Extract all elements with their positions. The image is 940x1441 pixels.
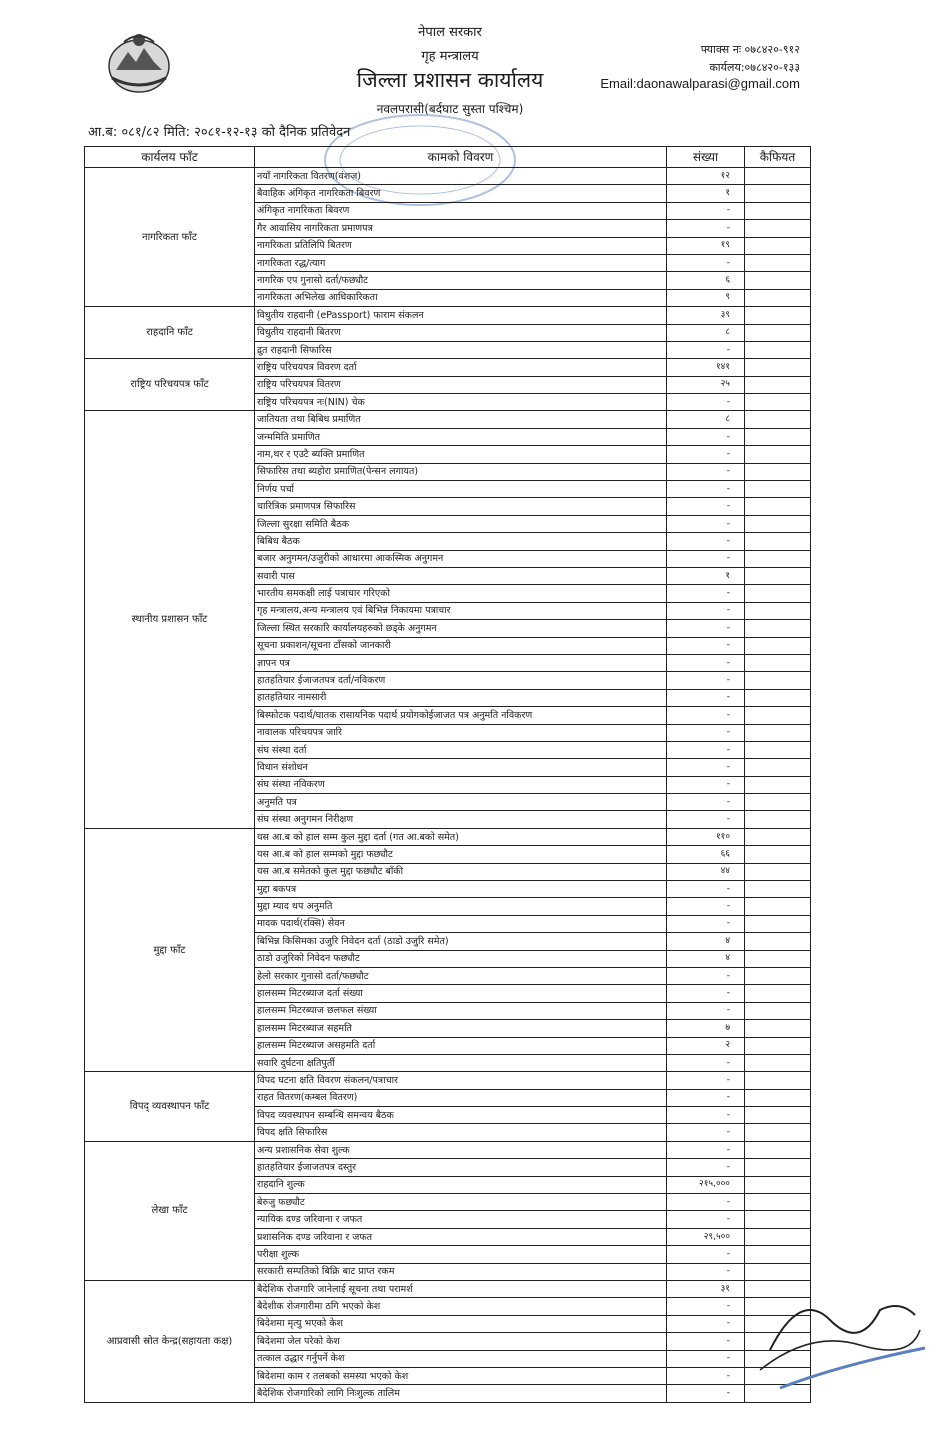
table-row — [85, 168, 811, 185]
work-count: - — [667, 602, 745, 619]
remarks-cell — [745, 1072, 811, 1089]
remarks-cell — [745, 1246, 811, 1263]
work-count: १ — [667, 185, 745, 202]
work-description: सूचना प्रकाशन/सूचना टाँसको जानकारी — [255, 637, 667, 654]
remarks-cell — [745, 567, 811, 584]
work-count: - — [667, 776, 745, 793]
work-description: सिफारिस तथा ब्यहोरा प्रमाणित(पेन्सन लगायत) — [255, 463, 667, 480]
work-count: ३९ — [667, 307, 745, 324]
work-count: - — [667, 967, 745, 984]
work-description: विपद क्षति सिफारिस — [255, 1124, 667, 1141]
office-phone: कार्यलय:०७८४२०-१३३ — [709, 61, 800, 74]
remarks-cell — [745, 376, 811, 393]
work-description: बैदेशिक रोजगारिको लागि निःशुल्क तालिम — [255, 1385, 667, 1402]
signature-icon — [740, 1270, 930, 1400]
work-description: मादक पदार्थ(रक्सि) सेवन — [255, 915, 667, 932]
work-description: राहदानि शुल्क — [255, 1176, 667, 1193]
work-count: - — [667, 794, 745, 811]
report-title: आ.ब: ०८१/८२ मिति: २०८१-१२-१३ को दैनिक प्रतिवेदन — [88, 125, 351, 140]
remarks-cell — [745, 1107, 811, 1124]
remarks-cell — [745, 1194, 811, 1211]
remarks-cell — [745, 289, 811, 306]
work-description: गृह मन्त्रालय,अन्य मन्त्रालय एवं बिभिन्न निकायमा पत्राचार — [255, 602, 667, 619]
remarks-cell — [745, 411, 811, 428]
col-count-header: संख्या — [667, 147, 745, 168]
work-description: हातहतियार नामसारी — [255, 689, 667, 706]
remarks-cell — [745, 602, 811, 619]
work-count: - — [667, 1107, 745, 1124]
remarks-cell — [745, 759, 811, 776]
section-name: विपद् व्यवस्थापन फाँट — [85, 1072, 255, 1142]
work-description: संघ संस्था दर्ता — [255, 741, 667, 758]
work-count: ४ — [667, 933, 745, 950]
work-count: - — [667, 985, 745, 1002]
work-count: - — [667, 1159, 745, 1176]
remarks-cell — [745, 446, 811, 463]
work-count: - — [667, 1054, 745, 1071]
remarks-cell — [745, 863, 811, 880]
work-count: - — [667, 1246, 745, 1263]
work-description: प्रशासनिक दण्ड जरिवाना र जफत — [255, 1228, 667, 1245]
remarks-cell — [745, 1228, 811, 1245]
work-count: - — [667, 498, 745, 515]
remarks-cell — [745, 359, 811, 376]
work-description: सवारी पास — [255, 567, 667, 584]
work-description: नागरिक एप गुनासो दर्ता/फछ्यौट — [255, 272, 667, 289]
work-description: सरकारी सम्पतिको बिक्रि बाट प्राप्त रकम — [255, 1263, 667, 1280]
work-description: राष्ट्रिय परिचयपत्र नः(NIN) चेक — [255, 394, 667, 411]
work-count: - — [667, 202, 745, 219]
remarks-cell — [745, 428, 811, 445]
remarks-cell — [745, 324, 811, 341]
remarks-cell — [745, 898, 811, 915]
remarks-cell — [745, 846, 811, 863]
work-count: १२ — [667, 168, 745, 185]
work-count: - — [667, 1385, 745, 1402]
work-description: बैदेशीक रोजगारीमा ठगि भएको केश — [255, 1298, 667, 1315]
table-row — [85, 307, 811, 324]
remarks-cell — [745, 1089, 811, 1106]
remarks-cell — [745, 828, 811, 845]
section-name: मुद्दा फाँट — [85, 828, 255, 1071]
work-count: - — [667, 515, 745, 532]
work-count: - — [667, 220, 745, 237]
work-description: गैर आवासिय नागरिकता प्रमाणपत्र — [255, 220, 667, 237]
work-count: ७ — [667, 1020, 745, 1037]
work-description: जिल्ला स्थित सरकारि कार्यालयहरुको छड्के अनुगमन — [255, 620, 667, 637]
work-count: - — [667, 1124, 745, 1141]
remarks-cell — [745, 1020, 811, 1037]
remarks-cell — [745, 915, 811, 932]
ministry-name: गृह मन्त्रालय — [421, 49, 479, 64]
work-count: १९ — [667, 237, 745, 254]
work-description: बिदेशमा जेल परेको केश — [255, 1333, 667, 1350]
work-description: अंगिकृत नागरिकता बिवरण — [255, 202, 667, 219]
work-count: - — [667, 1333, 745, 1350]
work-description: बैदेशिक रोजगारि जानेलाई सूचना तथा परामर्श — [255, 1281, 667, 1298]
work-description: बिभिन्न किसिमका उजुरि निवेदन दर्ता (ठाडो उजुरि समेत) — [255, 933, 667, 950]
work-count: - — [667, 1350, 745, 1367]
remarks-cell — [745, 985, 811, 1002]
table-row — [85, 828, 811, 845]
remarks-cell — [745, 394, 811, 411]
remarks-cell — [745, 1176, 811, 1193]
work-count: - — [667, 1211, 745, 1228]
work-description: राष्ट्रिय परिचयपत्र वितरण — [255, 376, 667, 393]
remarks-cell — [745, 585, 811, 602]
work-count: - — [667, 759, 745, 776]
work-description: यस आ.ब को हाल सम्मको मुद्दा फछ्यौट — [255, 846, 667, 863]
col-section-header: कार्यलय फाँट — [85, 147, 255, 168]
work-description: विपद व्यवस्थापन सम्बन्धि समन्वय बैठक — [255, 1107, 667, 1124]
remarks-cell — [745, 637, 811, 654]
work-description: नागरिकता अभिलेख आधिकारिकता — [255, 289, 667, 306]
work-description: विधान संशोधन — [255, 759, 667, 776]
work-count: - — [667, 1089, 745, 1106]
work-count: - — [667, 811, 745, 828]
work-description: यस आ.ब समेतको कुल मुद्दा फछ्यौट बाँकी — [255, 863, 667, 880]
table-row — [85, 1281, 811, 1298]
work-count: - — [667, 446, 745, 463]
work-count: - — [667, 654, 745, 671]
remarks-cell — [745, 1054, 811, 1071]
remarks-cell — [745, 672, 811, 689]
work-count: ३१ — [667, 1281, 745, 1298]
work-description: राष्ट्रिय परिचयपत्र विवरण दर्ता — [255, 359, 667, 376]
col-work-header: कामको विवरण — [255, 147, 667, 168]
remarks-cell — [745, 707, 811, 724]
remarks-cell — [745, 463, 811, 480]
work-count: ६६ — [667, 846, 745, 863]
work-description: नाम,थर र एउटै ब्यक्ति प्रमाणित — [255, 446, 667, 463]
work-count: - — [667, 724, 745, 741]
work-description: न्यायिक दण्ड जरिवाना र जफत — [255, 1211, 667, 1228]
remarks-cell — [745, 794, 811, 811]
section-name: स्थानीय प्रशासन फाँट — [85, 411, 255, 828]
work-description: बिस्फोटक पदार्थ/घातक रासायनिक पदार्थ प्रयोगकोईजाजत पत्र अनुमति नविकरण — [255, 707, 667, 724]
remarks-cell — [745, 741, 811, 758]
remarks-cell — [745, 950, 811, 967]
work-count: - — [667, 394, 745, 411]
work-count: - — [667, 1263, 745, 1280]
work-count: - — [667, 898, 745, 915]
col-remarks-header: कैफियत — [745, 147, 811, 168]
work-description: जिल्ला सुरक्षा समिति बैठक — [255, 515, 667, 532]
work-description: हेलो सरकार गुनासो दर्ता/फछ्यौट — [255, 967, 667, 984]
work-count: - — [667, 1072, 745, 1089]
work-description: नावालक परिचयपत्र जारि — [255, 724, 667, 741]
work-count: - — [667, 741, 745, 758]
work-description: जन्ममिति प्रमाणित — [255, 428, 667, 445]
remarks-cell — [745, 1124, 811, 1141]
work-count: ९ — [667, 289, 745, 306]
work-count: - — [667, 1002, 745, 1019]
remarks-cell — [745, 881, 811, 898]
work-count: ४४ — [667, 863, 745, 880]
office-name: जिल्ला प्रशासन कार्यालय — [356, 68, 544, 92]
work-description: नागरिकता प्रतिलिपि बितरण — [255, 237, 667, 254]
table-row — [85, 359, 811, 376]
work-count: - — [667, 428, 745, 445]
work-description: हालसम्म मिटरब्याज असहमति दर्ता — [255, 1037, 667, 1054]
work-description: चारित्रिक प्रमाणपत्र सिफारिस — [255, 498, 667, 515]
work-description: मुद्दा म्याद थप अनुमति — [255, 898, 667, 915]
work-count: - — [667, 585, 745, 602]
work-count: - — [667, 1298, 745, 1315]
remarks-cell — [745, 307, 811, 324]
work-count: - — [667, 689, 745, 706]
work-description: हालसम्म मिटरब्याज छलफल संख्या — [255, 1002, 667, 1019]
work-description: तत्काल उद्धार गर्नुपर्ने केश — [255, 1350, 667, 1367]
table-row — [85, 411, 811, 428]
remarks-cell — [745, 967, 811, 984]
table-row — [85, 1141, 811, 1158]
remarks-cell — [745, 533, 811, 550]
work-description: विधुतीय राहदानी बितरण — [255, 324, 667, 341]
table-row — [85, 1072, 811, 1089]
remarks-cell — [745, 1211, 811, 1228]
work-count: ८ — [667, 411, 745, 428]
section-name: लेखा फाँट — [85, 1141, 255, 1280]
work-description: सवारि दुर्घटना क्षतिपुर्ती — [255, 1054, 667, 1071]
work-count: - — [667, 550, 745, 567]
remarks-cell — [745, 933, 811, 950]
work-description: बिदेशमा मृत्यु भएको केश — [255, 1315, 667, 1332]
work-count: - — [667, 463, 745, 480]
section-name: राष्ट्रिय परिचयपत्र फाँट — [85, 359, 255, 411]
work-count: ११० — [667, 828, 745, 845]
work-count: २५ — [667, 376, 745, 393]
work-description: विधुतीय राहदानी (ePassport) फाराम संकलन — [255, 307, 667, 324]
section-name: आप्रवासी स्रोत केन्द्र(सहायता कक्ष) — [85, 1281, 255, 1403]
fax-number: फ्याक्स नः ०७८४२०-९१२ — [700, 43, 800, 56]
work-description: बजार अनुगमन/उजुरीको आधारमा आकस्मिक अनुगमन — [255, 550, 667, 567]
work-description: राहत वितरण(कम्बल वितरण) — [255, 1089, 667, 1106]
work-count: २९,५०० — [667, 1228, 745, 1245]
work-description: नयाँ नागरिकता वितरण(वंशज) — [255, 168, 667, 185]
work-count: - — [667, 707, 745, 724]
work-count: - — [667, 637, 745, 654]
remarks-cell — [745, 776, 811, 793]
work-count: ४ — [667, 950, 745, 967]
remarks-cell — [745, 550, 811, 567]
work-count: ८ — [667, 324, 745, 341]
table-header-row — [85, 147, 811, 168]
work-count: - — [667, 1141, 745, 1158]
remarks-cell — [745, 1159, 811, 1176]
remarks-cell — [745, 515, 811, 532]
work-count: - — [667, 672, 745, 689]
work-description: बिबिध बैठक — [255, 533, 667, 550]
remarks-cell — [745, 498, 811, 515]
work-description: हालसम्म मिटरब्याज दर्ता संख्या — [255, 985, 667, 1002]
remarks-cell — [745, 341, 811, 358]
remarks-cell — [745, 811, 811, 828]
work-count: - — [667, 1367, 745, 1384]
work-description: परीक्षा शुल्क — [255, 1246, 667, 1263]
work-description: जातियता तथा बिबिध प्रमाणित — [255, 411, 667, 428]
district-name: नवलपरासी(बर्दघाट सुस्ता पश्चिम) — [376, 102, 524, 116]
work-count: - — [667, 1315, 745, 1332]
remarks-cell — [745, 254, 811, 271]
work-description: हातहतियार ईजाजतपत्र दस्तुर — [255, 1159, 667, 1176]
work-count: - — [667, 620, 745, 637]
work-description: निर्णय पर्चा — [255, 481, 667, 498]
work-description: ठाडो उजुरिको निवेदन फछ्यौट — [255, 950, 667, 967]
work-description: बेरुजु फछ्यौट — [255, 1194, 667, 1211]
remarks-cell — [745, 1002, 811, 1019]
remarks-cell — [745, 620, 811, 637]
daily-report-table — [84, 146, 811, 1403]
remarks-cell — [745, 272, 811, 289]
work-count: - — [667, 254, 745, 271]
work-description: संघ संस्था अनुगमन निरीक्षण — [255, 811, 667, 828]
work-count: १ — [667, 567, 745, 584]
work-description: अनुमति पत्र — [255, 794, 667, 811]
work-description: संघ संस्था नविकरण — [255, 776, 667, 793]
work-count: १४१ — [667, 359, 745, 376]
section-name: राहदानि फाँट — [85, 307, 255, 359]
work-count: २ — [667, 1037, 745, 1054]
work-description: नागरिकता रद्ध/त्याग — [255, 254, 667, 271]
work-description: बैवाहिक अंगिकृत नागरिकता बिवरण — [255, 185, 667, 202]
remarks-cell — [745, 185, 811, 202]
work-count: - — [667, 481, 745, 498]
work-description: मुद्दा बकपत्र — [255, 881, 667, 898]
work-description: बिदेशमा काम र तलबको समस्या भएको केश — [255, 1367, 667, 1384]
work-description: अन्य प्रशासनिक सेवा शुल्क — [255, 1141, 667, 1158]
work-description: विपद घटना क्षति विवरण संकलन/पत्राचार — [255, 1072, 667, 1089]
government-name: नेपाल सरकार — [418, 25, 482, 40]
section-name: नागरिकता फाँट — [85, 168, 255, 307]
work-description: भारतीय समकक्षी लाई पत्राचार गरिएको — [255, 585, 667, 602]
remarks-cell — [745, 724, 811, 741]
remarks-cell — [745, 237, 811, 254]
work-count: - — [667, 533, 745, 550]
work-count: ६ — [667, 272, 745, 289]
work-count: - — [667, 341, 745, 358]
remarks-cell — [745, 220, 811, 237]
email-address: Email:daonawalparasi@gmail.com — [600, 76, 800, 91]
work-description: यस आ.ब को हाल सम्म कुल मुद्दा दर्ता (गत आ.बको समेत) — [255, 828, 667, 845]
remarks-cell — [745, 654, 811, 671]
work-description: हातहतियार ईजाजतपत्र दर्ता/नविकरण — [255, 672, 667, 689]
remarks-cell — [745, 1141, 811, 1158]
remarks-cell — [745, 689, 811, 706]
work-description: द्रुत राहदानी सिफारिस — [255, 341, 667, 358]
remarks-cell — [745, 1037, 811, 1054]
work-description: ज्ञापन पत्र — [255, 654, 667, 671]
work-count: - — [667, 881, 745, 898]
work-count: २१५,००० — [667, 1176, 745, 1193]
remarks-cell — [745, 481, 811, 498]
remarks-cell — [745, 168, 811, 185]
work-description: हालसम्म मिटरब्याज सहमति — [255, 1020, 667, 1037]
remarks-cell — [745, 202, 811, 219]
work-count: - — [667, 915, 745, 932]
work-count: - — [667, 1194, 745, 1211]
